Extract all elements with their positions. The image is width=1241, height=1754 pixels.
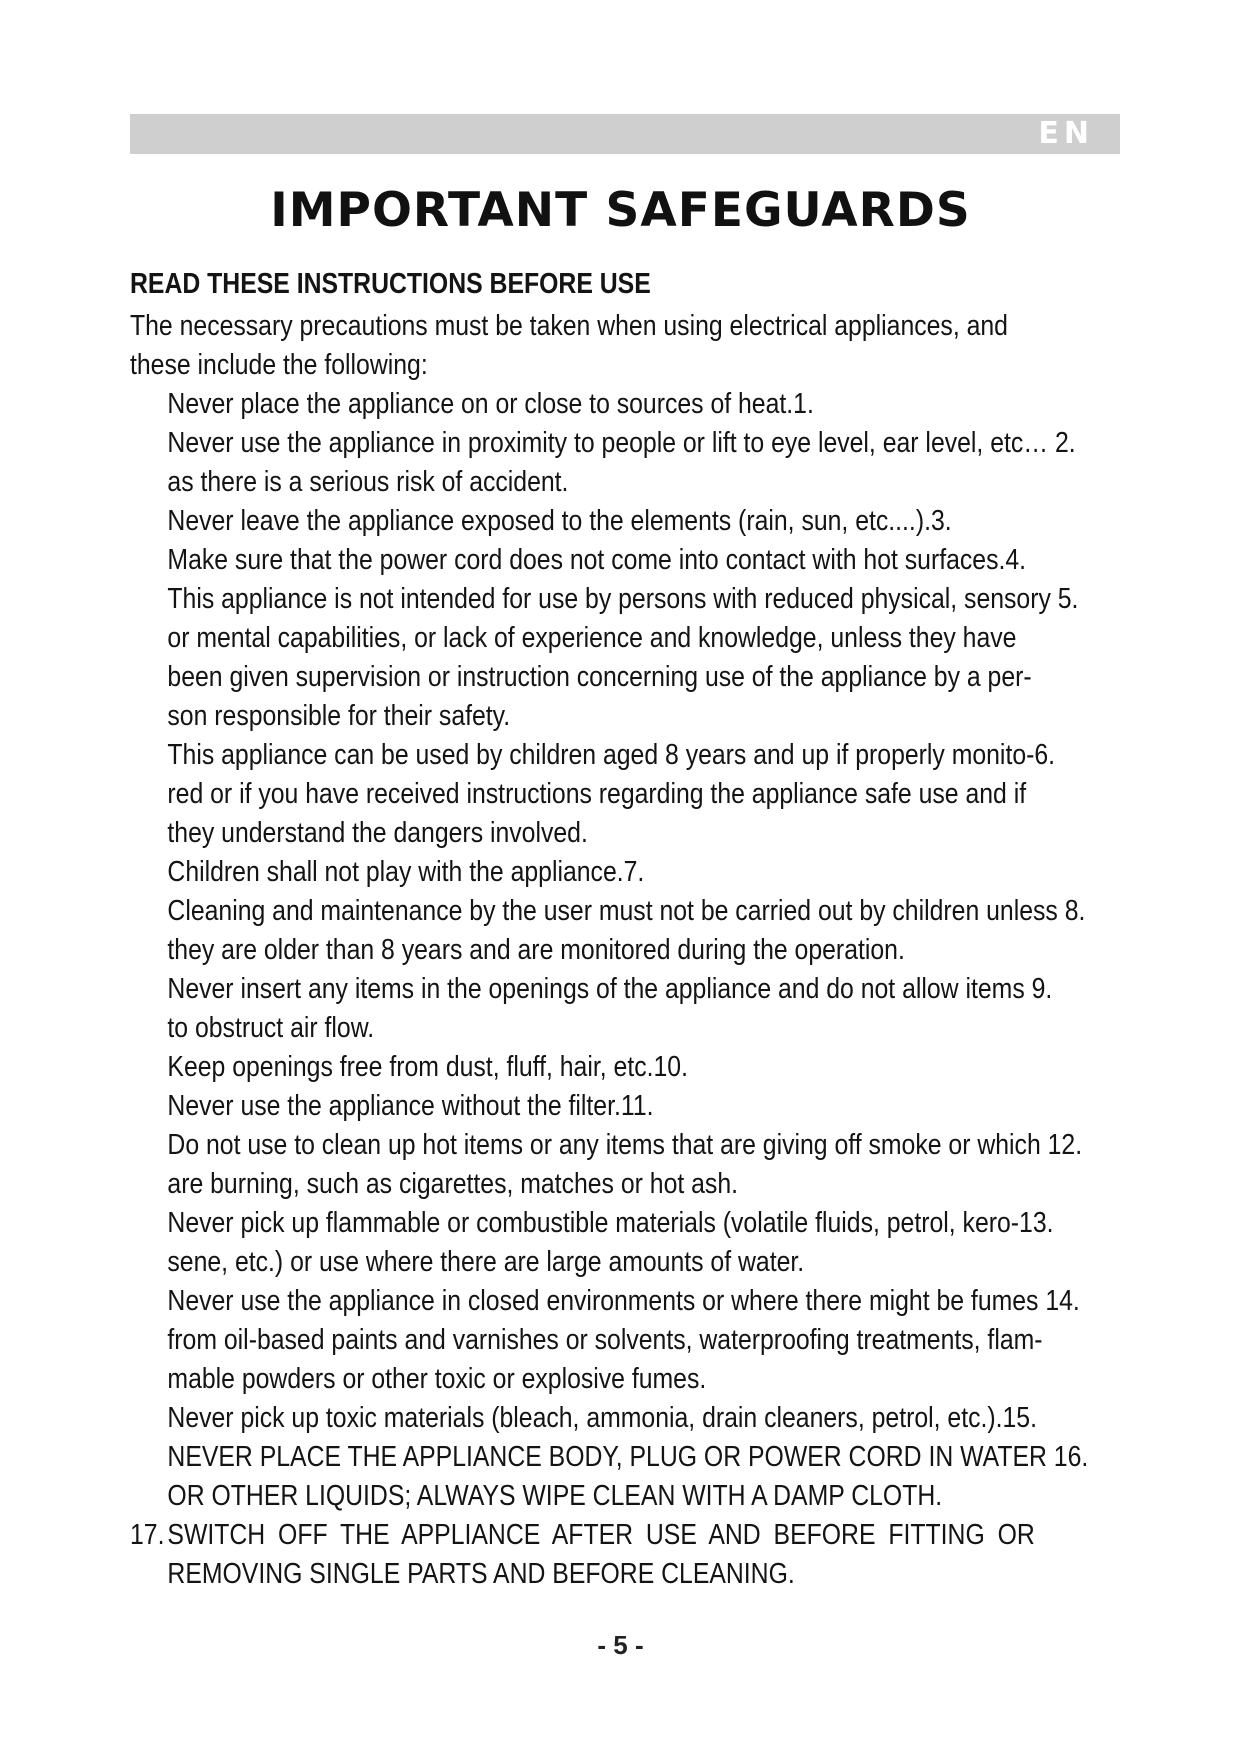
safeguard-line: OR OTHER LIQUIDS; ALWAYS WIPE CLEAN WITH A DAMP CLOTH. bbox=[167, 1480, 943, 1512]
safeguard-line: SWITCH OFF THE APPLIANCE AFTER USE AND BEFORE FITTING OR bbox=[167, 1519, 1035, 1551]
safeguard-line: Never place the appliance on or close to sources of heat.1. bbox=[167, 388, 814, 420]
safeguard-item-3 bbox=[130, 502, 1035, 541]
safeguard-line: they are older than 8 years and are monitored during the operation. bbox=[167, 934, 905, 966]
safeguard-line: Never insert any items in the openings of the appliance and do not allow items 9. bbox=[167, 973, 1053, 1005]
safeguard-item-13 bbox=[130, 1204, 1054, 1282]
safeguard-line: This appliance is not intended for use by persons with reduced physical, sensory 5. bbox=[167, 583, 1079, 615]
safeguard-line: Never pick up flammable or combustible materials (volatile fluids, petrol, kero-13. bbox=[167, 1207, 1054, 1239]
intro-line: The necessary precautions must be taken when using electrical appliances, and bbox=[130, 310, 1008, 342]
safeguard-line: sene, etc.) or use where there are large amounts of water. bbox=[167, 1246, 805, 1278]
safeguard-line: This appliance can be used by children aged 8 years and up if properly monito-6. bbox=[167, 739, 1056, 771]
safeguard-line: Keep openings free from dust, fluff, hair, etc.10. bbox=[167, 1051, 688, 1083]
language-header-bar bbox=[130, 114, 1120, 154]
safeguard-line: Never use the appliance without the filter.11. bbox=[167, 1090, 654, 1122]
safeguard-item-5 bbox=[130, 580, 1079, 736]
safeguard-line: Never leave the appliance exposed to the elements (rain, sun, etc....).3. bbox=[167, 505, 952, 537]
safeguard-line: Cleaning and maintenance by the user must not be carried out by children unless 8. bbox=[167, 895, 1086, 927]
safeguard-line: son responsible for their safety. bbox=[167, 700, 511, 732]
safeguard-line: or mental capabilities, or lack of experience and knowledge, unless they have bbox=[167, 622, 1017, 654]
safeguard-line: REMOVING SINGLE PARTS AND BEFORE CLEANING. bbox=[167, 1558, 795, 1590]
safeguard-item-15 bbox=[130, 1399, 1038, 1438]
safeguard-number: 17. bbox=[130, 1519, 165, 1551]
safeguard-line: as there is a serious risk of accident. bbox=[167, 466, 569, 498]
safeguard-item-6 bbox=[130, 736, 1056, 853]
safeguard-item-1 bbox=[130, 385, 1035, 424]
safeguard-line: red or if you have received instructions regarding the appliance safe use and if bbox=[167, 778, 1027, 810]
safeguard-item-17 bbox=[130, 1516, 1035, 1594]
safeguard-item-7 bbox=[130, 853, 1035, 892]
safeguard-item-9 bbox=[130, 970, 1053, 1048]
safeguard-line: from oil-based paints and varnishes or solvents, waterproofing treatments, flam- bbox=[167, 1324, 1043, 1356]
safeguard-line: Never use the appliance in closed environments or where there might be fumes 14. bbox=[167, 1285, 1080, 1317]
safeguard-item-8 bbox=[130, 892, 1086, 970]
page-title: IMPORTANT SAFEGUARDS bbox=[270, 183, 971, 238]
safeguard-line: been given supervision or instruction concerning use of the appliance by a per- bbox=[167, 661, 1032, 693]
safeguard-item-14 bbox=[130, 1282, 1080, 1399]
safeguard-line: are burning, such as cigarettes, matches or hot ash. bbox=[167, 1168, 739, 1200]
safeguard-item-2 bbox=[130, 424, 1076, 502]
safeguard-item-16 bbox=[130, 1438, 1089, 1516]
instructions-subheading: READ THESE INSTRUCTIONS BEFORE USE bbox=[130, 268, 651, 300]
safeguard-line: Do not use to clean up hot items or any items that are giving off smoke or which 12. bbox=[167, 1129, 1083, 1161]
safeguard-line: mable powders or other toxic or explosive fumes. bbox=[167, 1363, 707, 1395]
safeguard-item-11 bbox=[130, 1087, 1035, 1126]
intro-line: these include the following: bbox=[130, 349, 428, 381]
safeguard-item-4 bbox=[130, 541, 1035, 580]
safeguard-line: Children shall not play with the appliance.7. bbox=[167, 856, 645, 888]
language-code: EN bbox=[1038, 116, 1094, 151]
safeguard-item-10 bbox=[130, 1048, 1035, 1087]
intro-paragraph bbox=[130, 307, 1035, 385]
safeguards-list bbox=[130, 385, 1089, 1594]
safeguard-item-12 bbox=[130, 1126, 1083, 1204]
page-number: - 5 - bbox=[597, 1630, 644, 1660]
safeguard-line: to obstruct air flow. bbox=[167, 1012, 375, 1044]
safeguard-line: NEVER PLACE THE APPLIANCE BODY, PLUG OR POWER CORD IN WATER 16. bbox=[167, 1441, 1089, 1473]
safeguards-content bbox=[130, 265, 1089, 1594]
safeguard-line: Never pick up toxic materials (bleach, ammonia, drain cleaners, petrol, etc.).15. bbox=[167, 1402, 1038, 1434]
safeguard-line: they understand the dangers involved. bbox=[167, 817, 588, 849]
safeguard-line: Never use the appliance in proximity to people or lift to eye level, ear level, etc… 2. bbox=[167, 427, 1076, 459]
safeguard-line: Make sure that the power cord does not come into contact with hot surfaces.4. bbox=[167, 544, 1027, 576]
